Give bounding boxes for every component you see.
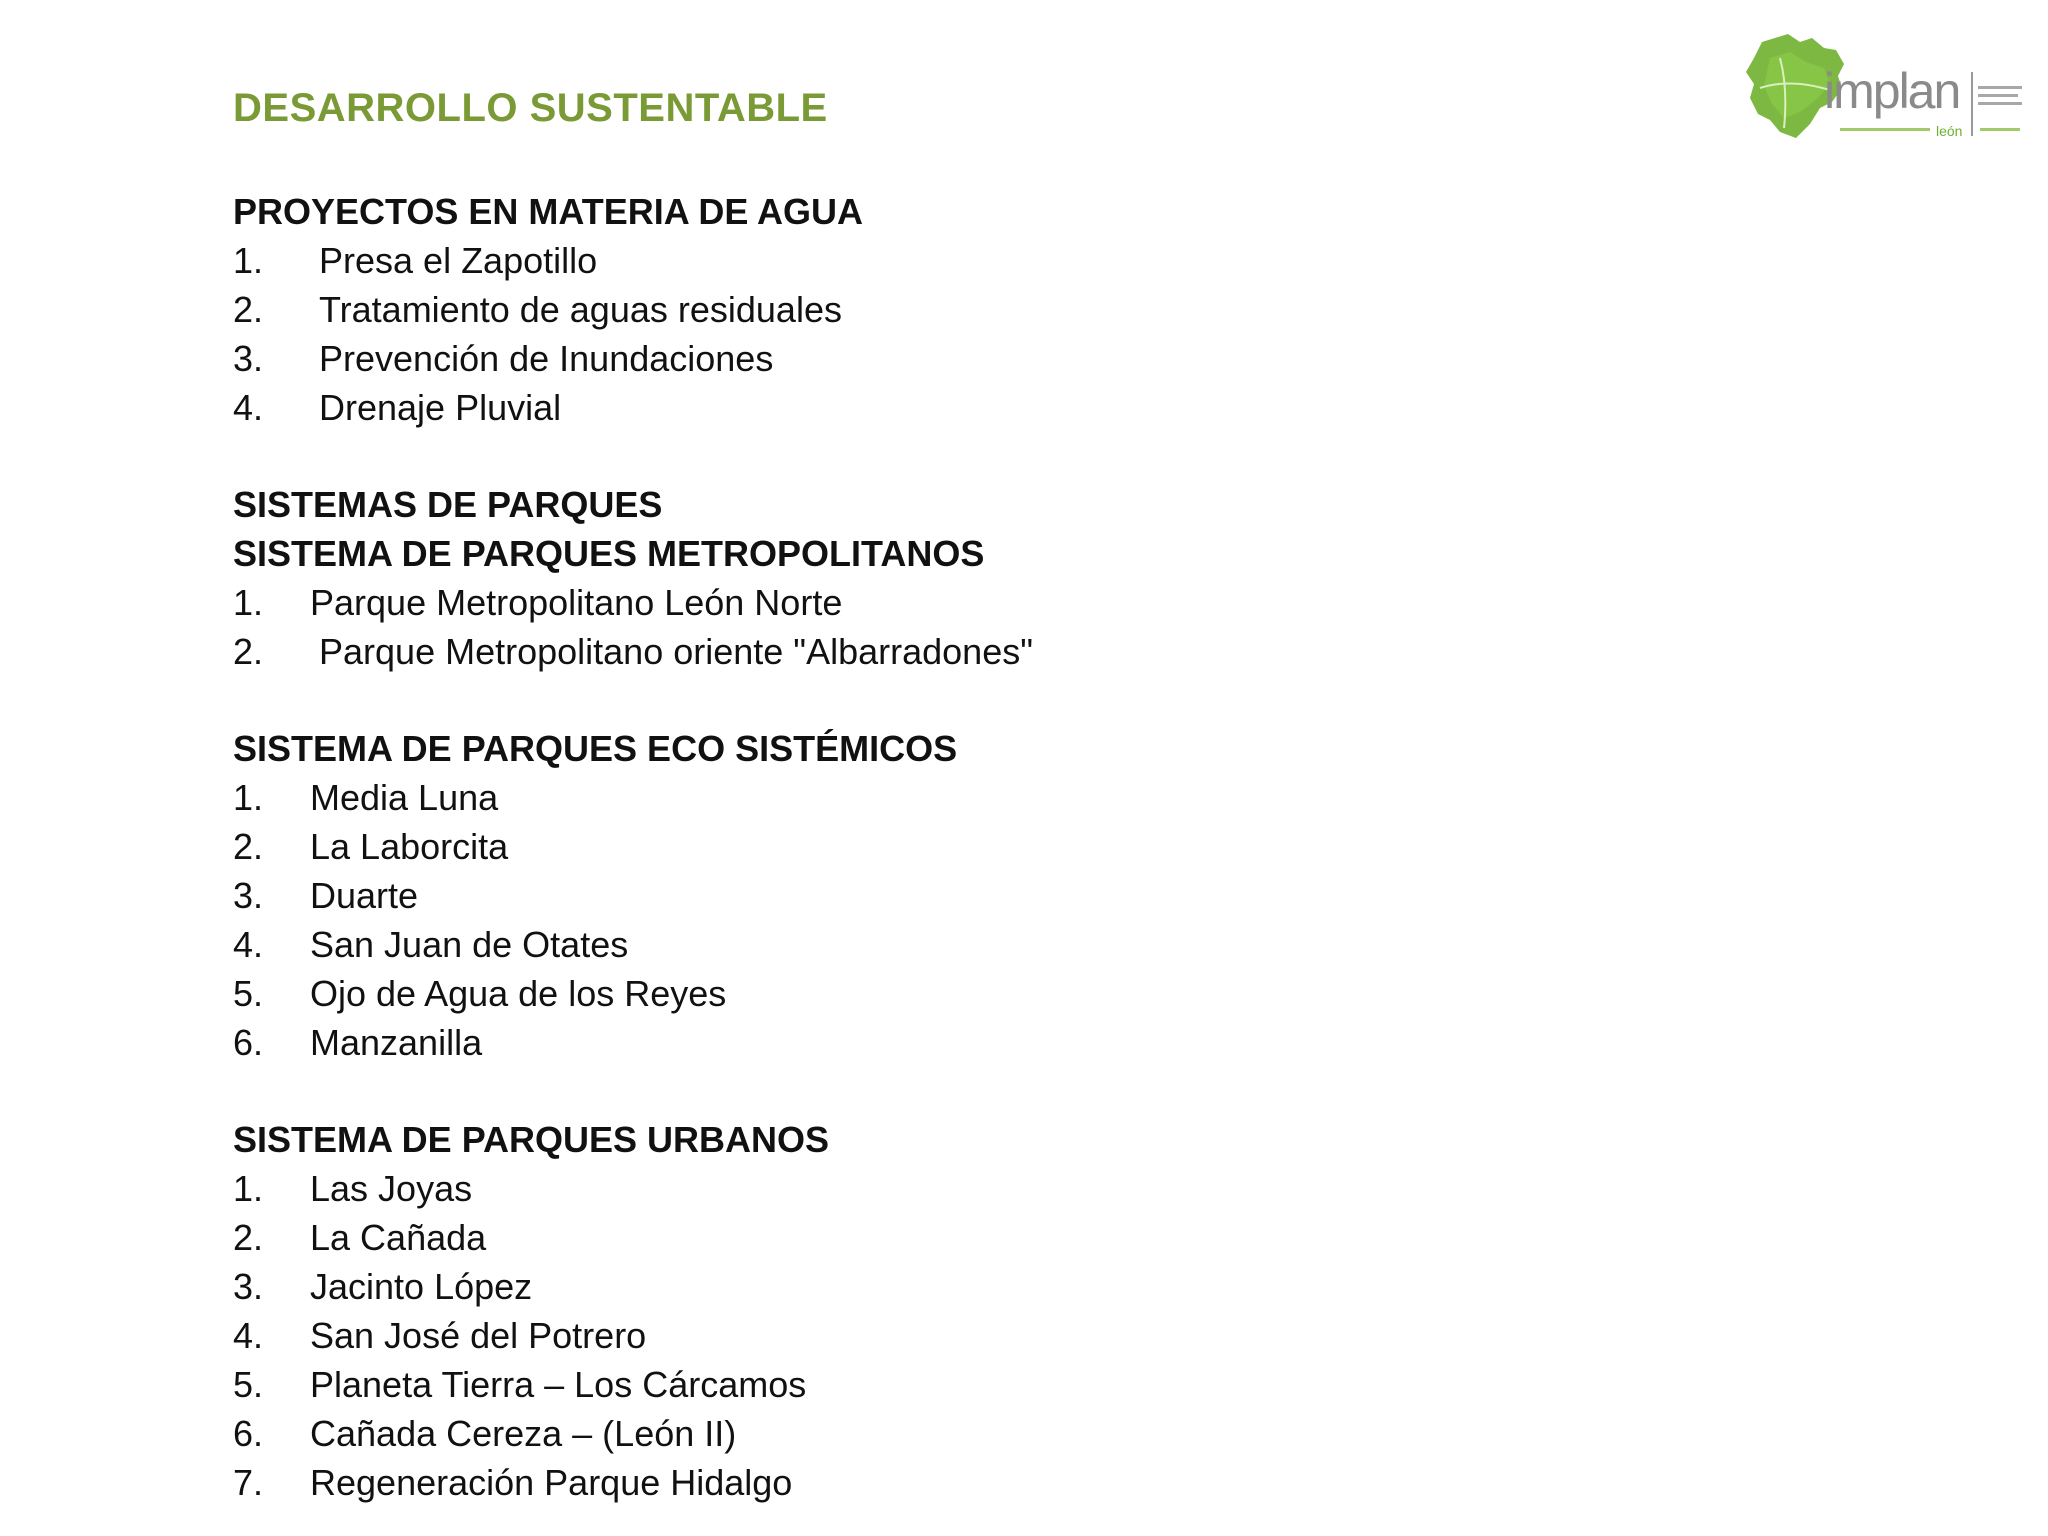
list-item-number: 7. bbox=[233, 1462, 264, 1503]
list-item-text: Parque Metropolitano León Norte bbox=[310, 582, 843, 623]
list-item-text: Tratamiento de aguas residuales bbox=[319, 289, 842, 330]
section-heading-parques: SISTEMAS DE PARQUES bbox=[233, 484, 663, 525]
list-item-number: 3. bbox=[233, 1266, 264, 1307]
list-item-text: San José del Potrero bbox=[310, 1315, 647, 1356]
list-item-text: Duarte bbox=[310, 875, 419, 916]
section-heading-ecosistemicos: SISTEMA DE PARQUES ECO SISTÉMICOS bbox=[233, 728, 958, 769]
list-item-text: Las Joyas bbox=[310, 1168, 473, 1209]
list-item-number: 1. bbox=[233, 777, 264, 818]
list-item-text: Prevención de Inundaciones bbox=[319, 338, 774, 379]
list-item-number: 5. bbox=[233, 1364, 264, 1405]
list-item-number: 2. bbox=[233, 826, 264, 867]
list-item-number: 4. bbox=[233, 1315, 264, 1356]
list-item-text: Parque Metropolitano oriente "Albarradones" bbox=[319, 631, 1033, 672]
implan-logo-icon bbox=[1740, 28, 2030, 152]
list-item-number: 2. bbox=[233, 631, 264, 672]
list-item-number: 2. bbox=[233, 1217, 264, 1258]
list-item-number: 4. bbox=[233, 387, 264, 428]
list-item-text: Media Luna bbox=[310, 777, 499, 818]
page-title: DESARROLLO SUSTENTABLE bbox=[233, 86, 828, 130]
list-item-text: La Cañada bbox=[310, 1217, 487, 1258]
svg-text:implan: implan bbox=[1824, 63, 1960, 119]
list-item-text: Jacinto López bbox=[310, 1266, 533, 1307]
section-heading-agua: PROYECTOS EN MATERIA DE AGUA bbox=[233, 191, 864, 232]
list-item-number: 3. bbox=[233, 875, 264, 916]
list-item-text: Planeta Tierra – Los Cárcamos bbox=[310, 1364, 807, 1405]
list-item-text: La Laborcita bbox=[310, 826, 509, 867]
section-heading-urbanos: SISTEMA DE PARQUES URBANOS bbox=[233, 1119, 830, 1160]
list-item-number: 6. bbox=[233, 1022, 264, 1063]
list-item-number: 1. bbox=[233, 240, 264, 281]
list-item-text: Ojo de Agua de los Reyes bbox=[310, 973, 727, 1014]
list-item-number: 4. bbox=[233, 924, 264, 965]
list-item-text: Manzanilla bbox=[310, 1022, 483, 1063]
list-item-number: 2. bbox=[233, 289, 264, 330]
svg-text:león: león bbox=[1936, 123, 1963, 139]
list-item-text: Presa el Zapotillo bbox=[319, 240, 598, 281]
list-item-number: 1. bbox=[233, 1168, 264, 1209]
list-item-text: San Juan de Otates bbox=[310, 924, 629, 965]
list-item-number: 5. bbox=[233, 973, 264, 1014]
list-item-number: 3. bbox=[233, 338, 264, 379]
list-item-number: 1. bbox=[233, 582, 264, 623]
list-item-text: Drenaje Pluvial bbox=[319, 387, 562, 428]
list-item-text: Regeneración Parque Hidalgo bbox=[310, 1462, 793, 1503]
list-item-text: Cañada Cereza – (León II) bbox=[310, 1413, 737, 1454]
section-heading-metropolitanos: SISTEMA DE PARQUES METROPOLITANOS bbox=[233, 533, 985, 574]
list-item-number: 6. bbox=[233, 1413, 264, 1454]
